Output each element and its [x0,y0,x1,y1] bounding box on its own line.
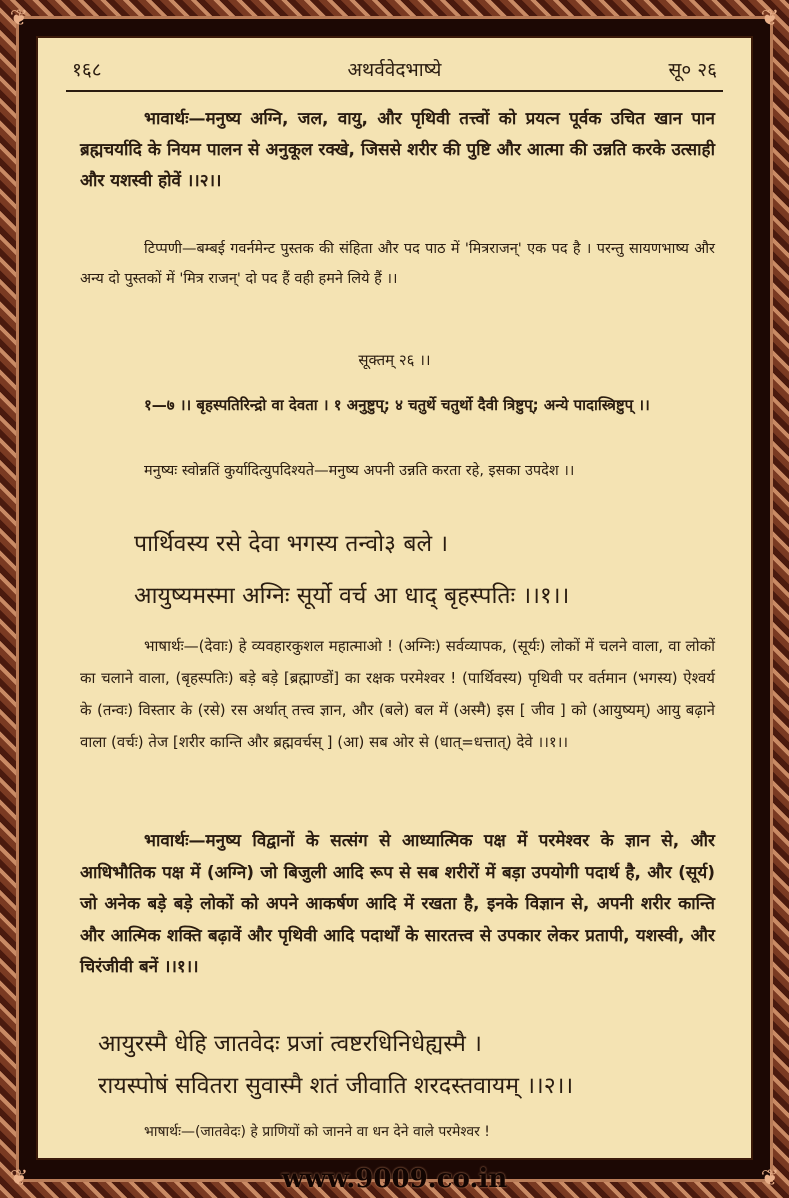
tippani-note: टिप्पणी—बम्बई गवर्नमेन्ट पुस्तक की संहिता और पद पाठ में 'मित्रराजन्' एक पद है । परन्तु सायणभाष्य और अन्य दो पुस्तकों में 'मित्र राजन्' दो पद हैं वही हमने लिये हैं ।। [80,241,715,287]
book-page [36,36,753,1160]
book-title: अथर्ववेदभाष्ये [347,59,442,81]
mantra-2-line-2: रायस्पोषं सवितरा सुवास्मै शतं जीवाति शरदस्तवायम् ।।२।। [98,1073,574,1099]
sukta-reference: सू० २६ [668,59,717,81]
corner-ornament-icon: ❦ [9,1166,29,1191]
devata-chhanda-line: १—७ ।। बृहस्पतिरिन्द्रो वा देवता । १ अनुष्टुप्; ४ चतुर्थे चतुर्थो दैवी त्रिष्टुप्; अन्ये पादास्त्रिष्टुप् ।। [144,396,650,414]
sukta-heading: सूक्तम् २६ ।। [358,351,431,369]
corner-ornament-icon: ❦ [760,6,780,31]
bhashartha-paragraph: भाषार्थः—(देवाः) हे व्यवहारकुशल महात्माओ ! (अग्निः) सर्वव्यापक, (सूर्यः) लोकों में चलने वाला, वा लोकों का चलाने वाला, (बृहस्पतिः) बड़े बड़े [ब्रह्माण्डों] का रक्षक परमेश्वर ! (पार्थिवस्य) पृथिवी पर वर्तमान (भगस्य) ऐश्वर्य के (तन्वः) विस्तार के (रसे) रस अर्थात् तत्त्व ज्ञान, और (बले) बल में (अस्मै) इस [ जीव ] को (आयुष्यम्) आयु बढ़ाने वाला (वर्चः) तेज [शरीर कान्ति और ब्रह्मवर्चस् ] (आ) सब ओर से (धात्=धत्तात्) देवे ।।१।। [80,637,715,751]
corner-ornament-icon: ❦ [760,1166,780,1191]
bhavartha-paragraph: भावार्थः—मनुष्य अग्नि, जल, वायु, और पृथिवी तत्त्वों को प्रयत्न पूर्वक उचित खान पान ब्रह्मचर्यादि के नियम पालन से अनुकूल रक्खे, जिससे शरीर की पुष्टि और आत्मा की उन्नति करके उत्साही और यशस्वी होवें ।।२।। [80,109,715,191]
page-header [72,56,717,86]
website-footer[interactable]: www.9009.co.in [281,1164,508,1194]
corner-ornament-icon: ❦ [9,6,29,31]
mantra-2-line-1: आयुरस्मै धेहि जातवेदः प्रजां त्वष्टरधिनिधेह्यस्मै । [98,1031,482,1057]
bhavartha-paragraph-2: भावार्थः—मनुष्य विद्वानों के सत्संग से आध्यात्मिक पक्ष में परमेश्वर के ज्ञान से, और आधिभौतिक पक्ष में (अग्नि) जो बिजुली आदि रूप से सब शरीरों में बड़ा उपयोगी पदार्थ है, और (सूर्य) जो अनेक बड़े बड़े लोकों को अपने आकर्षण आदि में रखता है, इनके विज्ञान से, अपनी शरीर कान्ति और आत्मिक शक्ति बढ़ावें और पृथिवी आदि पदार्थों के सारतत्त्व से उपकार लेकर प्रतापी, यशस्वी, और चिरंजीवी बनें ।।१।। [80,831,716,977]
header-rule [66,90,723,92]
mantra-1-line-2: आयुष्यमस्मा अग्निः सूर्यो वर्च आ धाद् बृहस्पतिः ।।१।। [134,583,570,609]
bhashartha-paragraph-2: भाषार्थः—(जातवेदः) हे प्राणियों को जानने वा धन देने वाले परमेश्वर ! [144,1124,490,1140]
upadesha-line: मनुष्यः स्वोन्नतिं कुर्यादित्युपदिश्यते—मनुष्य अपनी उन्नति करता रहे, इसका उपदेश ।। [144,463,575,479]
page-number: १६८ [72,59,102,81]
mantra-1-line-1: पार्थिवस्य रसे देवा भगस्य तन्वो३ बले । [134,531,449,557]
